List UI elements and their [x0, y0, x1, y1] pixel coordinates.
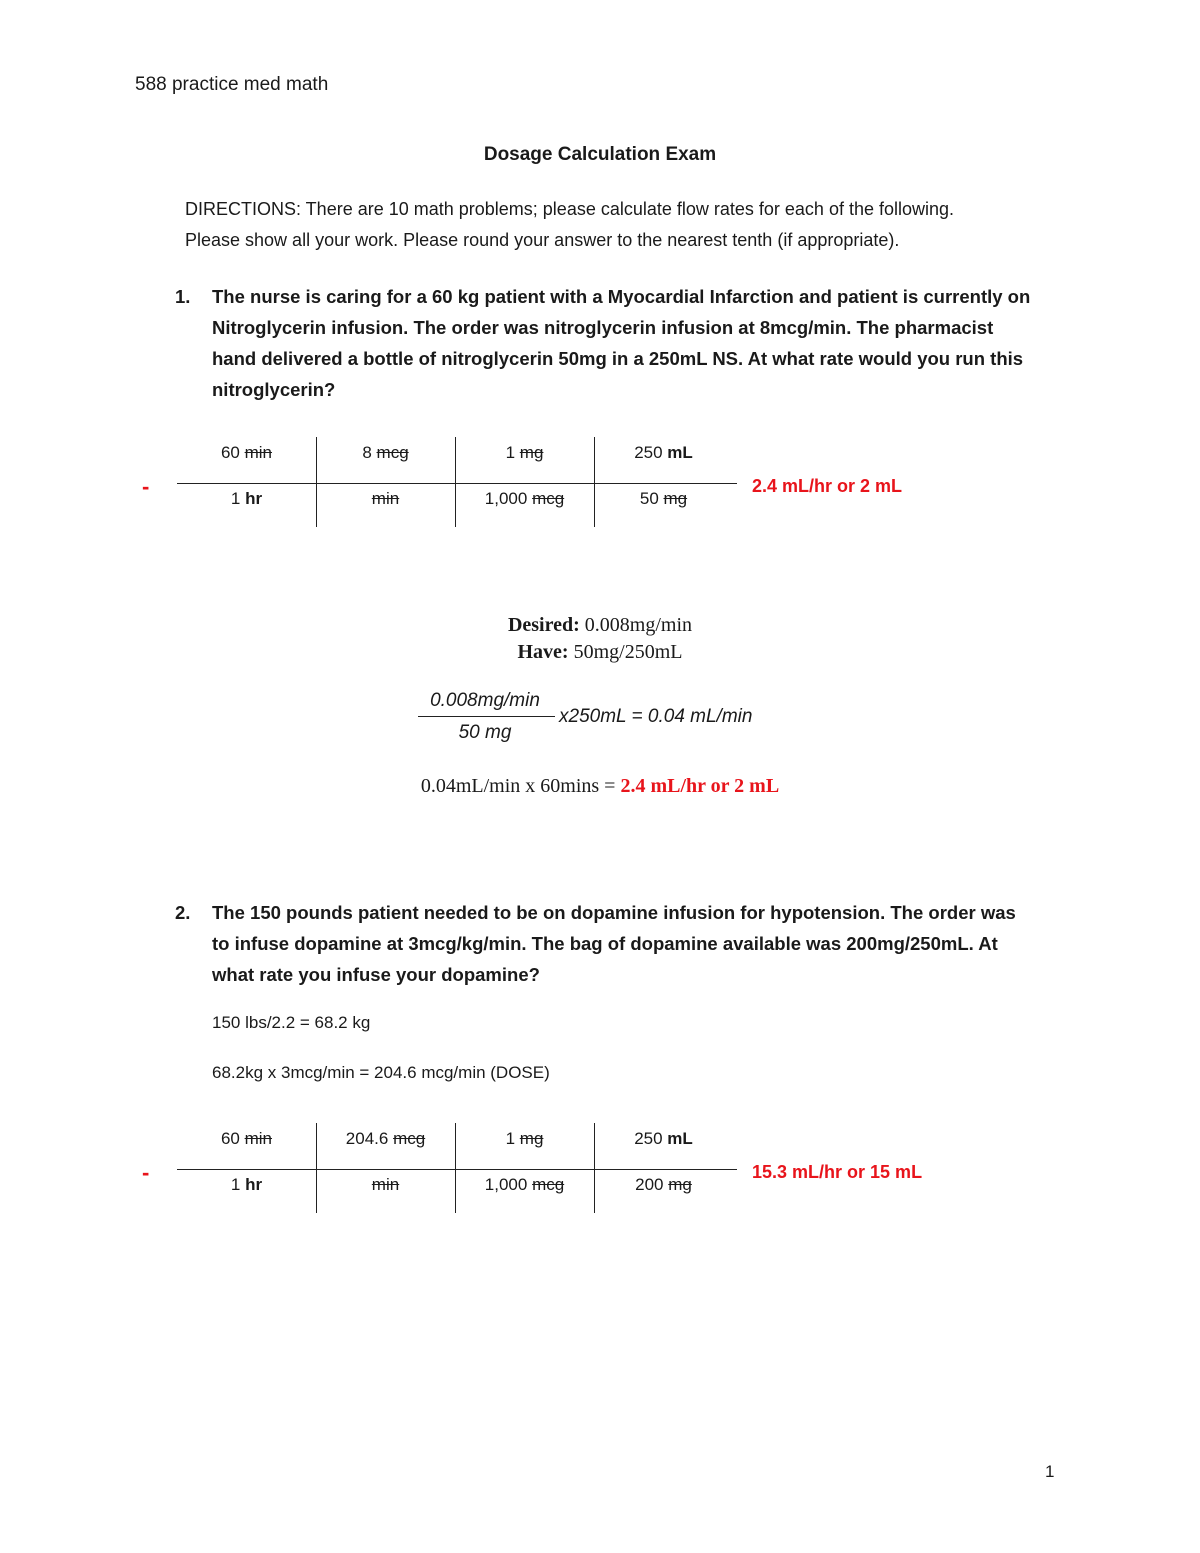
question-line: to infuse dopamine at 3mcg/kg/min. The bag of dopamine available was 200mg/250mL. At — [212, 933, 998, 954]
numerator-cell: 1 mg — [505, 443, 544, 462]
numerator-cell: 60 min — [220, 443, 273, 462]
desired-line: Desired: 0.008mg/min — [507, 614, 693, 636]
question-line: The 150 pounds patient needed to be on dopamine infusion for hypotension. The order was — [212, 902, 1016, 923]
fraction-numerator: 0.008mg/min — [430, 690, 540, 711]
fraction-bar — [177, 1169, 737, 1170]
denominator-cell: min — [371, 489, 400, 508]
final-calculation: 0.04mL/min x 60mins = 2.4 mL/hr or 2 mL — [420, 775, 780, 797]
fraction-denominator: 50 mg — [458, 722, 512, 743]
answer-text: 15.3 mL/hr or 15 mL — [752, 1162, 923, 1182]
have-line: Have: 50mg/250mL — [517, 641, 683, 663]
question-line: nitroglycerin? — [212, 379, 336, 400]
answer-marker: - — [142, 474, 150, 499]
question-line: what rate you infuse your dopamine? — [212, 964, 540, 985]
numerator-cell: 1 mg — [505, 1129, 544, 1148]
equation-result: x250mL = 0.04 mL/min — [559, 706, 753, 727]
numerator-cell: 8 mcg — [362, 443, 409, 462]
directions-line-2: Please show all your work. Please round your answer to the nearest tenth (if appropriate). — [185, 230, 900, 250]
question-line: hand delivered a bottle of nitroglycerin 50mg in a 250mL NS. At what rate would you run this — [212, 348, 1024, 369]
denominator-cell: 200 mg — [635, 1175, 692, 1194]
work-step-1: 150 lbs/2.2 = 68.2 kg — [212, 1013, 371, 1032]
denominator-cell: min — [371, 1175, 400, 1194]
denominator-cell: 1 hr — [230, 1175, 263, 1194]
denominator-cell: 1,000 mcg — [484, 489, 565, 508]
question-line: The nurse is caring for a 60 kg patient with a Myocardial Infarction and patient is currently on — [212, 286, 1031, 307]
question-number: 1. — [175, 286, 191, 307]
fraction-bar — [418, 716, 555, 717]
numerator-cell: 250 mL — [634, 443, 693, 462]
answer-text: 2.4 mL/hr or 2 mL — [752, 476, 903, 496]
page-number: 1 — [1045, 1462, 1055, 1481]
directions-line-1: DIRECTIONS: There are 10 math problems; please calculate flow rates for each of the following. — [185, 199, 955, 219]
directions — [185, 194, 1085, 256]
fraction-bar — [177, 483, 737, 484]
answer-marker: - — [142, 1160, 150, 1185]
denominator-cell: 1 hr — [230, 489, 263, 508]
question-line: Nitroglycerin infusion. The order was nitroglycerin infusion at 8mcg/min. The pharmacist — [212, 317, 994, 338]
numerator-cell: 204.6 mcg — [345, 1129, 426, 1148]
work-step-2: 68.2kg x 3mcg/min = 204.6 mcg/min (DOSE) — [212, 1063, 550, 1082]
document-header: 588 practice med math — [135, 74, 329, 95]
page-title: Dosage Calculation Exam — [483, 144, 717, 165]
denominator-cell: 50 mg — [639, 489, 688, 508]
question-number: 2. — [175, 902, 191, 923]
denominator-cell: 1,000 mcg — [484, 1175, 565, 1194]
numerator-cell: 250 mL — [634, 1129, 693, 1148]
numerator-cell: 60 min — [220, 1129, 273, 1148]
